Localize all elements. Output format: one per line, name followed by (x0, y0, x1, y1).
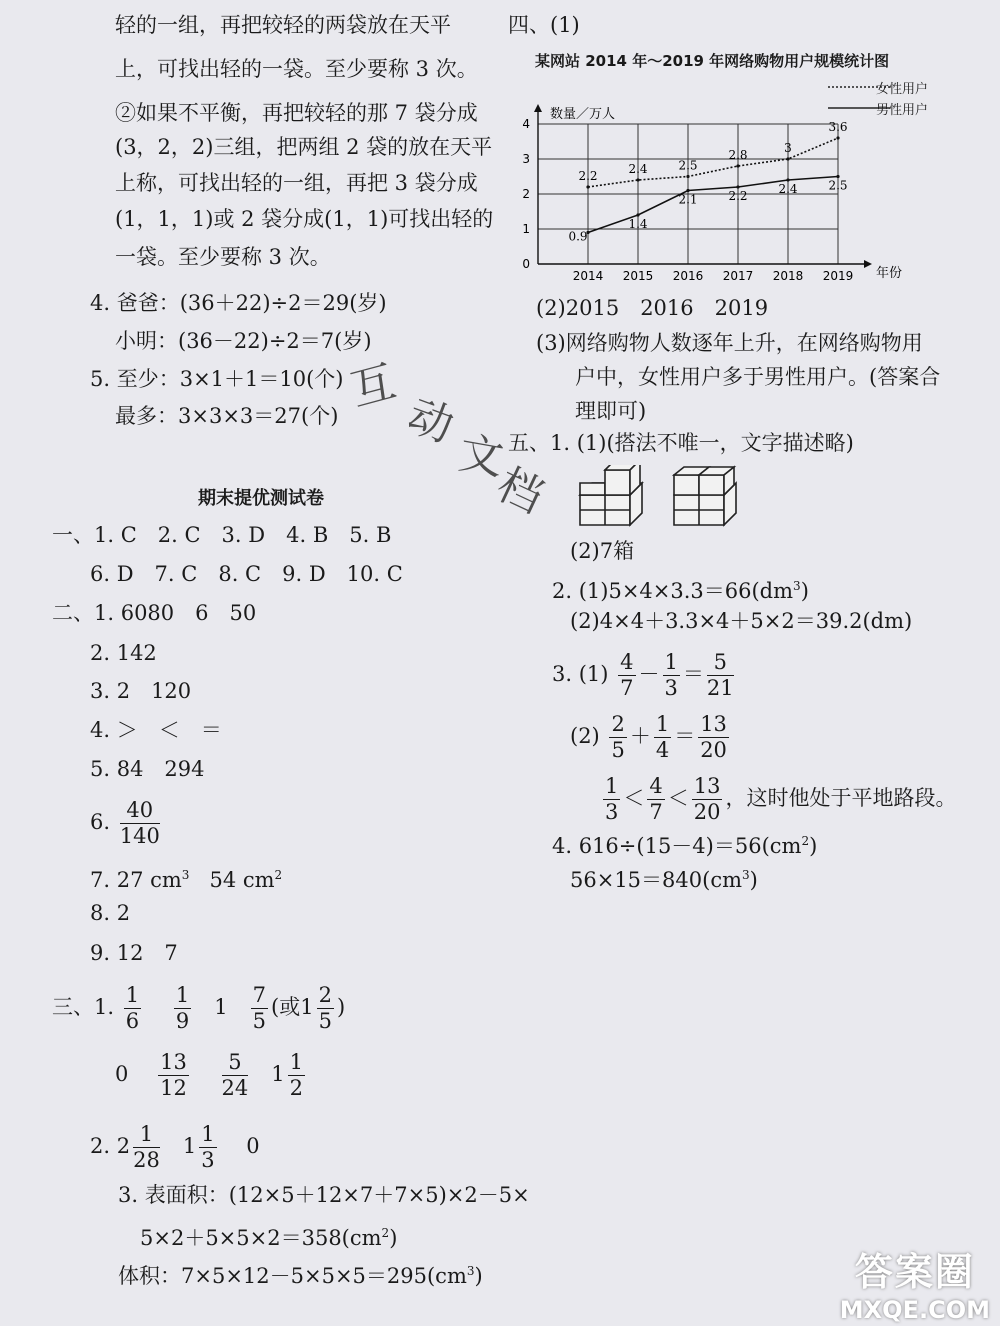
data-label: 3.6 (828, 120, 848, 134)
data-point (586, 185, 589, 188)
line-chart-svg (522, 94, 942, 294)
denominator: 9 (175, 1009, 190, 1033)
stamp-char: 档 (489, 458, 551, 524)
fraction (133, 1124, 160, 1171)
denominator: 3 (201, 1148, 215, 1172)
volume-answer: 2. (1)5×4×3.3＝66(dm (552, 579, 794, 603)
numerator: 2 (611, 712, 625, 736)
logo-domain: MXQE.COM (839, 1296, 990, 1324)
denominator: 3 (605, 800, 619, 824)
text-line: 轻的一组，再把较轻的两袋放在天平 (115, 13, 451, 37)
data-label: 2.5 (678, 158, 698, 173)
data-label: 1.4 (628, 217, 648, 231)
fraction (618, 652, 635, 699)
value: 1 (182, 1134, 197, 1158)
value: 1 (271, 1062, 285, 1086)
section-2-q8: 8. 2 (90, 901, 131, 925)
series-line-male (588, 177, 838, 233)
fraction (174, 985, 191, 1032)
section-5-q3-2 (570, 714, 732, 761)
fraction (288, 1052, 305, 1099)
cube-stack-figure-1 (578, 465, 648, 527)
section-2-q6 (90, 800, 163, 847)
section-5-q1-2: (2)7箱 (570, 539, 635, 563)
section-1-line-2: 6. D 7. C 8. C 9. D 10. C (90, 562, 403, 586)
numerator: 5 (222, 1052, 249, 1076)
section-title: 期末提优测试卷 (198, 488, 324, 509)
section-2-q3: 3. 2 120 (90, 679, 192, 703)
x-tick-label: 2018 (772, 269, 804, 283)
sup-3: 3 (181, 868, 190, 882)
denominator: 140 (119, 824, 160, 848)
answer-4-xiaoming: 小明：(36－22)÷2＝7(岁) (115, 329, 372, 353)
legend-female-label: 女性用户 (876, 82, 929, 97)
text-line: 上称，可找出轻的一组，再把 3 袋分成 (115, 171, 478, 195)
x-tick-label: 2014 (572, 269, 604, 283)
numerator: 1 (289, 1050, 304, 1074)
numerator: 1 (175, 983, 190, 1007)
y-tick-label: 1 (522, 222, 530, 236)
q-label: 三、1. (52, 995, 115, 1019)
legend-male-label: 男性用户 (876, 103, 929, 118)
text-line: 一袋。至少要称 3 次。 (115, 245, 331, 269)
y-tick-label: 4 (522, 117, 530, 131)
section-2-q7 (90, 862, 282, 893)
numerator: 13 (693, 774, 721, 798)
data-point (636, 178, 639, 181)
y-axis-arrow (534, 104, 542, 112)
fraction (647, 776, 664, 823)
numerator: 13 (160, 1050, 187, 1074)
data-point (736, 164, 739, 167)
denominator: 4 (655, 738, 670, 762)
q6-label: 6. (90, 810, 111, 834)
section-2-q4: 4. ＞ ＜ ＝ (90, 718, 222, 742)
section-2-q2: 2. 142 (90, 641, 157, 665)
numerator: 1 (201, 1122, 215, 1146)
volume: 体积：7×5×12－5×5×5＝295(cm (118, 1264, 467, 1288)
x-tick-label: 2015 (622, 269, 654, 283)
data-point (836, 136, 839, 139)
cube-stack-figure-2 (672, 465, 742, 527)
conclusion: ，这时他处于平地路段。 (725, 786, 957, 810)
or-text: (或1 (271, 995, 314, 1019)
denominator: 2 (289, 1076, 304, 1100)
denominator: 7 (620, 676, 634, 700)
fraction (698, 714, 729, 761)
section-5-q2-1: 2. $(1)5\times 4\times 3.3=66(dm^3)$ (552, 579, 809, 603)
data-point (786, 157, 789, 160)
x-tick-label: 2017 (722, 269, 754, 283)
denominator: 28 (133, 1148, 160, 1172)
operator: ＜ (623, 786, 645, 810)
data-label: 0.9 (568, 229, 588, 244)
denominator: 6 (125, 1009, 140, 1033)
numerator: 4 (649, 774, 663, 798)
chart-title: 某网站 2014 年～2019 年网络购物用户规模统计图 (535, 52, 890, 70)
denominator: 20 (693, 800, 721, 824)
value: 0 (115, 1062, 129, 1086)
fraction (692, 776, 723, 823)
section-3-q1-row1 (52, 985, 345, 1032)
data-label: 2.8 (728, 148, 748, 162)
fraction (251, 985, 268, 1032)
numerator: 7 (252, 983, 266, 1007)
operator: ＋ (629, 724, 651, 748)
section-4-q3-line-2: 户中，女性用户多于男性用户。(答案合 (575, 365, 941, 389)
section-3-q3-line-3: 体积：$7\times 5\times 12-5\times 5\times 5=295(cm^3)$ (118, 1264, 483, 1288)
fraction (317, 985, 334, 1032)
x-axis-arrow (864, 260, 872, 268)
numerator: 13 (700, 712, 727, 736)
sup-3: 3 (466, 1264, 475, 1278)
sup-2: 2 (801, 834, 810, 848)
data-label: 2.2 (578, 169, 598, 183)
fraction (654, 714, 671, 761)
section-4-q3-line-1: (3)网络购物人数逐年上升，在网络购物用 (536, 331, 923, 355)
data-point (686, 175, 689, 178)
value: 2. 2 (90, 1134, 131, 1158)
section-5-q1: 五、1. (1)(搭法不唯一，文字描述略) (508, 431, 854, 455)
fraction (609, 714, 626, 761)
q7-volume: 7. 27 cm (90, 868, 182, 892)
section-2-q9: 9. 12 7 (90, 941, 178, 965)
section-4-q2: (2)2015 2016 2019 (536, 296, 769, 320)
value: 1 (214, 995, 228, 1019)
data-label: 2.4 (628, 162, 648, 176)
fraction (158, 1052, 189, 1099)
denominator: 5 (611, 738, 625, 762)
data-label: 3 (784, 141, 792, 155)
section-5-q3-3 (600, 776, 956, 823)
section-5-q4-1: 4. $616\div(15-4)=56(cm^2)$ (552, 834, 818, 858)
fraction (199, 1124, 216, 1171)
sup-2: 2 (274, 868, 283, 882)
x-tick-label: 2019 (822, 269, 854, 283)
numerator: 1 (125, 983, 140, 1007)
fraction (663, 652, 680, 699)
sup-3: 3 (742, 868, 750, 882)
denominator: 3 (664, 676, 678, 700)
y-axis-label: 数量／万人 (550, 107, 616, 122)
section-3-q3-line-2: $5\times 2+5\times 5\times 2=358(cm^2)$ (140, 1226, 398, 1250)
text-line: (3，2，2)三组，把两组 2 袋的放在天平 (115, 135, 493, 159)
denominator: 5 (318, 1009, 332, 1033)
paren-close: ) (336, 995, 346, 1019)
answer-4-dad: 4. 爸爸：(36＋22)÷2＝29(岁) (90, 291, 387, 315)
numerator: 2 (318, 983, 332, 1007)
denominator: 12 (160, 1076, 187, 1100)
fraction (120, 800, 160, 847)
area-answer: 4. 616÷(15－4)＝56(cm (552, 834, 802, 858)
section-5-q3-1 (552, 652, 737, 699)
q-label: 3. (1) (552, 662, 609, 686)
section-3-q2 (90, 1124, 260, 1171)
section-4-head: 四、(1) (508, 13, 580, 37)
section-3-q3-line-1: 3. 表面积：(12×5＋12×7＋7×5)×2－5× (118, 1183, 530, 1207)
stamp-char: 动 (401, 389, 460, 453)
fraction (124, 985, 141, 1032)
section-2-q1: 二、1. 6080 6 50 (52, 601, 257, 625)
sup-3: 3 (793, 579, 801, 593)
text-line: (1，1，1)或 2 袋分成(1，1)可找出轻的 (115, 207, 494, 231)
y-tick-label: 3 (522, 152, 530, 166)
answer-5-max: 最多：3×3×3＝27(个) (115, 404, 339, 428)
data-label: 2.5 (828, 178, 848, 193)
answer-5-min: 5. 至少：3×1＋1＝10(个) (90, 367, 344, 391)
operator: ＝ (674, 724, 696, 748)
section-2-q5: 5. 84 294 (90, 757, 205, 781)
section-5-q2-2: (2)4×4＋3.3×4＋5×2＝39.2(dm) (570, 609, 913, 633)
y-tick-label: 0 (522, 257, 530, 271)
numerator: 1 (133, 1124, 160, 1148)
stamp-char: 互 (345, 356, 402, 417)
section-1-line-1: 一、1. C 2. C 3. D 4. B 5. B (52, 523, 392, 547)
text-line: 上，可找出轻的一袋。至少要称 3 次。 (115, 57, 478, 81)
numerator: 40 (120, 800, 160, 824)
numerator: 5 (707, 652, 734, 676)
numerator: 1 (664, 650, 678, 674)
y-tick-label: 2 (522, 187, 530, 201)
line-chart (522, 94, 942, 294)
section-4-q3-line-3: 理即可) (575, 399, 647, 423)
q7-area: 54 cm (209, 868, 275, 892)
denominator: 20 (700, 738, 727, 762)
denominator: 5 (252, 1009, 266, 1033)
section-5-q4-2: $56\times 15=840(cm^3)$ (570, 868, 758, 892)
x-axis-label: 年份 (876, 266, 903, 281)
q-label: (2) (570, 724, 600, 748)
denominator: 24 (221, 1076, 249, 1100)
site-logo (840, 1241, 990, 1324)
fraction (222, 1052, 249, 1099)
section-3-q1-row2 (115, 1052, 308, 1099)
volume-answer: 56×15＝840(cm (570, 868, 742, 892)
fraction (603, 776, 620, 823)
sup-2: 2 (381, 1226, 390, 1240)
numerator: 4 (620, 650, 634, 674)
denominator: 7 (649, 800, 663, 824)
operator: ＜ (667, 786, 689, 810)
data-label: 2.2 (728, 189, 748, 203)
data-label: 2.4 (778, 182, 798, 196)
operator: ＝ (682, 662, 704, 686)
numerator: 1 (605, 774, 619, 798)
fraction (707, 652, 734, 699)
surface-area-tail: 5×2＋5×5×2＝358(cm (140, 1226, 382, 1250)
stamp-char: 文 (455, 427, 508, 486)
operator: － (638, 662, 660, 686)
logo-text: 答案圈 (854, 1250, 975, 1294)
data-label: 2.1 (678, 192, 698, 207)
x-tick-label: 2016 (672, 269, 704, 283)
value: 0 (246, 1134, 260, 1158)
numerator: 1 (655, 712, 670, 736)
text-line: ②如果不平衡，再把较轻的那 7 袋分成 (115, 101, 478, 125)
denominator: 21 (706, 676, 734, 700)
